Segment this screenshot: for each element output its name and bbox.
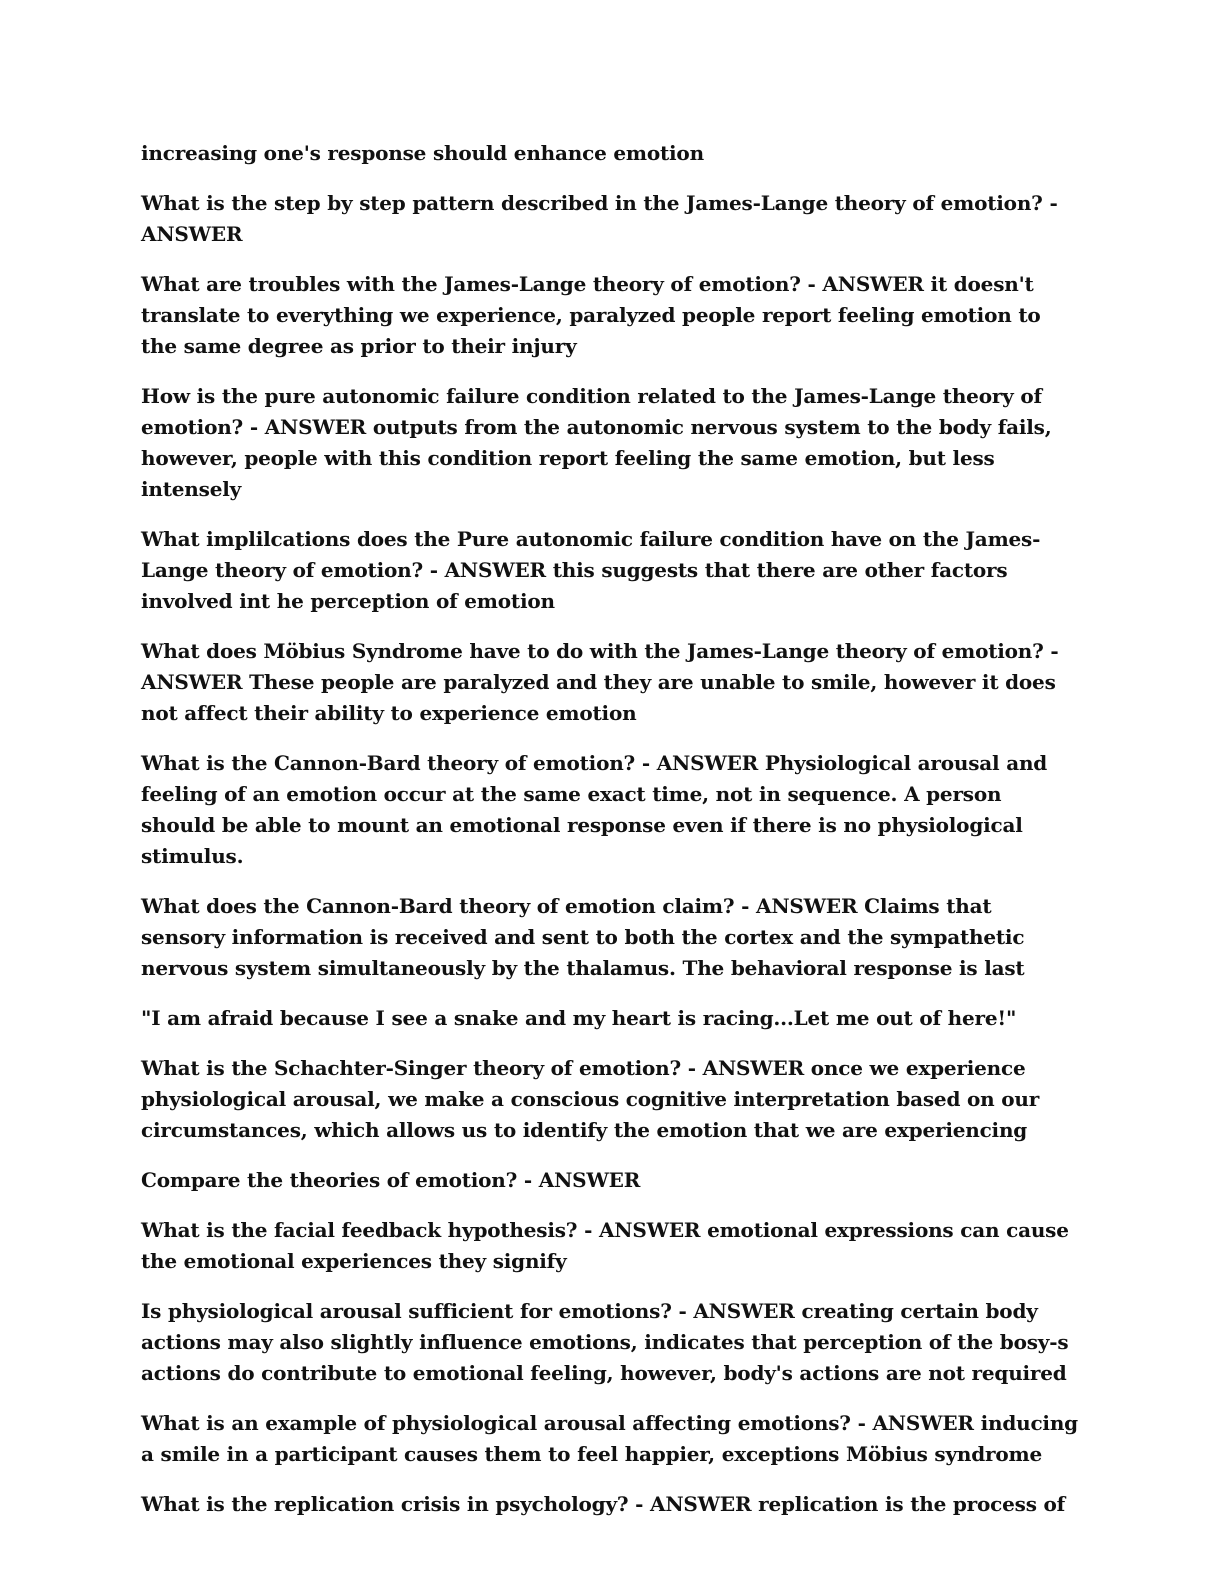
paragraph-10: What is the Schachter-Singer theory of emotion? - ANSWER once we experience physiological arousal, we make a conscious cognitive interpretation based on our circumstances, which allows us to identify the emotion that we are experiencing xyxy=(141,1056,1040,1142)
paragraph-1: increasing one's response should enhance emotion xyxy=(141,141,704,165)
paragraph-4: How is the pure autonomic failure condition related to the James-Lange theory of emotion? - ANSWER outputs from the autonomic nervous system to the body fails, however, people with this condition report feeling the same emotion, but less intensely xyxy=(141,384,1052,501)
paragraph-13: Is physiological arousal sufficient for emotions? - ANSWER creating certain body actions may also slightly influence emotions, indicates that perception of the bosy-s actions do contribute to emotional feeling, however, body's actions are not required xyxy=(141,1299,1069,1385)
paragraph-6: What does Möbius Syndrome have to do with the James-Lange theory of emotion? - ANSWER These people are paralyzed and they are unable to smile, however it does not affect their ability to experience emotion xyxy=(141,639,1059,725)
paragraph-2: What is the step by step pattern described in the James-Lange theory of emotion? - ANSWER xyxy=(141,191,1058,246)
paragraph-5: What implilcations does the Pure autonomic failure condition have on the James-Lange theory of emotion? - ANSWER this suggests that there are other factors involved int he perception of emotion xyxy=(141,527,1041,613)
paragraph-7: What is the Cannon-Bard theory of emotion? - ANSWER Physiological arousal and feeling of an emotion occur at the same exact time, not in sequence. A person should be able to mount an emotional response even if there is no physiological stimulus. xyxy=(141,751,1048,868)
paragraph-15: What is the replication crisis in psychology? - ANSWER replication is the process of xyxy=(141,1492,1066,1516)
paragraph-3: What are troubles with the James-Lange theory of emotion? - ANSWER it doesn't translate to everything we experience, paralyzed people report feeling emotion to the same degree as prior to their injury xyxy=(141,272,1041,358)
paragraph-14: What is an example of physiological arousal affecting emotions? - ANSWER inducing a smile in a participant causes them to feel happier, exceptions Möbius syndrome xyxy=(141,1411,1078,1466)
paragraph-12: What is the facial feedback hypothesis? - ANSWER emotional expressions can cause the emotional experiences they signify xyxy=(141,1218,1069,1273)
paragraph-8: What does the Cannon-Bard theory of emotion claim? - ANSWER Claims that sensory information is received and sent to both the cortex and the sympathetic nervous system simultaneously by the thalamus. The behavioral response is last xyxy=(141,894,1025,980)
document-body xyxy=(141,138,1081,1539)
paragraph-9: "I am afraid because I see a snake and my heart is racing...Let me out of here!" xyxy=(141,1006,1017,1030)
paragraph-11: Compare the theories of emotion? - ANSWER xyxy=(141,1168,641,1192)
